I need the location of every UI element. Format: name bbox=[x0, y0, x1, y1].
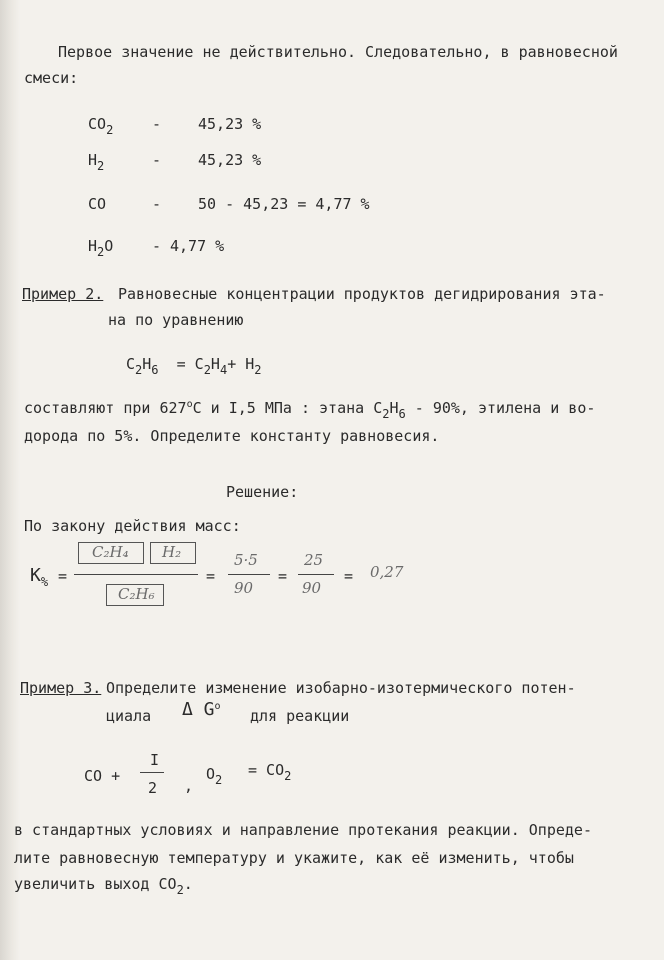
paragraph-line: лите равновесную температуру и укажите, как её изменить, чтобы bbox=[14, 849, 574, 867]
paragraph-line: на по уравнению bbox=[108, 311, 244, 329]
co-plus: CO + bbox=[84, 767, 121, 785]
paragraph-line: По закону действия масс: bbox=[24, 517, 241, 535]
equals: = bbox=[206, 567, 216, 585]
paragraph-line: смеси: bbox=[24, 69, 79, 87]
value: 4,77 % bbox=[170, 237, 225, 255]
result-value: 0,27 bbox=[370, 563, 404, 581]
value: 45,23 % bbox=[198, 151, 262, 169]
paragraph-line: для реакции bbox=[250, 707, 350, 725]
species-h2: $H_2$ bbox=[88, 151, 105, 173]
equals: = bbox=[278, 567, 288, 585]
half-denominator: 2 bbox=[148, 779, 158, 797]
paragraph-line: составляют при $627^оС$ и I,5 МПа : этана $C_2H_6 - 90\%$, этилена и во- bbox=[24, 399, 596, 421]
ethane-equation: $C_2H_6 = C_2H_4+ H_2$ bbox=[126, 355, 262, 377]
equals: = bbox=[344, 567, 354, 585]
o2: $O_2$ bbox=[206, 765, 223, 787]
delta-g: Δ $G^o$ bbox=[182, 699, 221, 720]
dash: - bbox=[152, 195, 162, 213]
paragraph-line: циала bbox=[106, 707, 152, 725]
comma: , bbox=[184, 777, 194, 795]
dash: - bbox=[152, 237, 162, 255]
dash: - bbox=[152, 115, 162, 133]
species-co2: $CO_2$ bbox=[88, 115, 114, 137]
fraction-2-denominator: 90 bbox=[302, 579, 322, 597]
paragraph-line: Определите изменение изобарно-изотермического потен- bbox=[106, 679, 576, 697]
fraction-line bbox=[140, 772, 164, 773]
num-c2h4: C₂H₄ bbox=[92, 543, 129, 561]
species-h2o: $H_2O$ bbox=[88, 237, 114, 259]
num-h2: H₂ bbox=[162, 543, 182, 561]
paragraph-line: в стандартных условиях и направление протекания реакции. Опреде- bbox=[14, 821, 592, 839]
example-3-label: Пример 3. bbox=[20, 679, 102, 697]
value: 50 - 45,23 = 4,77 % bbox=[198, 195, 370, 213]
value: 45,23 % bbox=[198, 115, 262, 133]
page-edge-shadow bbox=[0, 0, 20, 960]
fraction-2-numerator: 25 bbox=[304, 551, 324, 569]
den-c2h6: C₂H₆ bbox=[118, 585, 155, 603]
fraction-line bbox=[74, 574, 198, 575]
paragraph-line: Первое значение не действительно. Следовательно, в равновесной bbox=[58, 43, 618, 61]
paragraph-line: увеличить выход $CO_2$. bbox=[14, 875, 193, 897]
co2-product: = $CO_2$ bbox=[248, 761, 292, 783]
fraction-line bbox=[298, 574, 334, 575]
fraction-line bbox=[228, 574, 270, 575]
equals: = bbox=[58, 567, 68, 585]
paragraph-line: Равновесные концентрации продуктов дегидрирования эта- bbox=[118, 285, 606, 303]
k-symbol: $K_{\%}$ bbox=[30, 565, 49, 589]
species-co: CO bbox=[88, 195, 107, 213]
half-numerator: I bbox=[150, 751, 160, 769]
solution-title: Решение: bbox=[226, 483, 299, 501]
fraction-1-numerator: 5·5 bbox=[234, 551, 258, 569]
fraction-1-denominator: 90 bbox=[234, 579, 254, 597]
paragraph-line: дорода по 5%. Определите константу равновесия. bbox=[24, 427, 440, 445]
dash: - bbox=[152, 151, 162, 169]
example-2-label: Пример 2. bbox=[22, 285, 104, 303]
